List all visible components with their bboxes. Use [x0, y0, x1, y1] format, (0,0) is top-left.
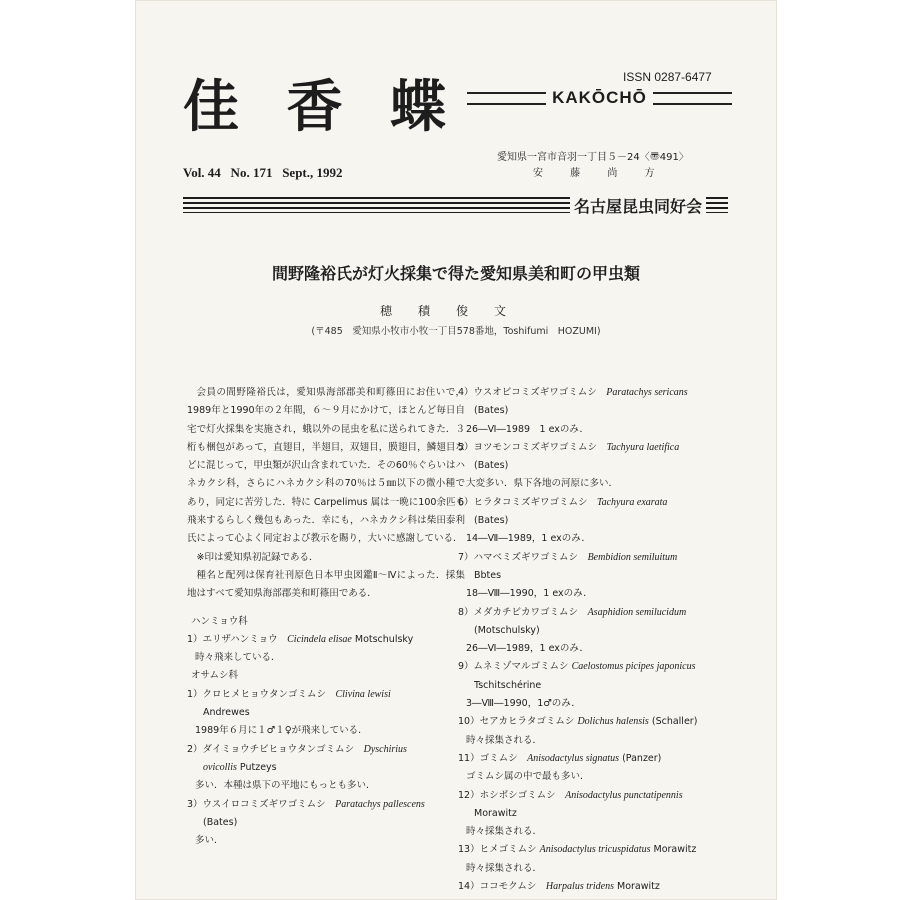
species-note: 多い．本種は県下の平地にもっとも多い． [195, 780, 376, 792]
species-note: 14―Ⅶ―1989，1 exのみ． [466, 533, 591, 545]
species-entry: 4）ウスオビコミズギワゴミムシ Paratachys sericans [458, 387, 688, 398]
editor-address [497, 150, 689, 182]
journal-page [135, 0, 777, 900]
stripe-rule-right [706, 197, 728, 213]
species-entry: 5）ヨツモンコミズギワゴミムシ Tachyura laetifica [458, 441, 680, 453]
species-note: ゴミムシ属の中で最も多い． [466, 771, 590, 783]
volume-line: Vol. 44 No. 171 Sept., 1992 [183, 165, 343, 180]
species-author: Bbtes [474, 569, 502, 581]
species-entry: 3）ウスイロコミズギワゴミムシ Paratachys pallescens [187, 798, 425, 810]
stripe-rule-left [183, 197, 570, 213]
intro-paragraph: ※印は愛知県初記録である． [196, 551, 319, 563]
species-entry: 8）メダカチビカワゴミムシ Asaphidion semilucidum [458, 606, 687, 618]
species-entry: 14）ココモクムシ Harpalus tridens Morawitz [458, 881, 660, 893]
species-note: 1989年６月に１♂１♀が飛来している． [195, 725, 368, 737]
species-entry: 7）ハマベミズギワゴミムシ Bembidion semiluitum [458, 551, 678, 563]
species-note: 時々採集される． [466, 826, 543, 838]
species-entry: 10）セアカヒラタゴミムシ Dolichus halensis (Schaller) [458, 716, 698, 728]
family-heading: ハンミョウ科 [191, 615, 248, 627]
left-column [187, 384, 465, 850]
species-note: 大変多い．県下各地の河原に多い． [466, 478, 619, 490]
species-entry: 9）ムネミゾマルゴミムシ Caelostomus picipes japonicus [458, 661, 696, 673]
species-entry: 6）ヒラタコミズギワゴミムシ Tachyura exarata [458, 496, 668, 508]
species-author: ovicollis Putzeys [203, 761, 277, 773]
rule-right [653, 92, 732, 105]
species-note: 3―Ⅷ―1990，1♂のみ． [466, 698, 581, 710]
species-entry: 11）ゴミムシ Anisodactylus signatus (Panzer) [458, 752, 662, 764]
species-author: (Bates) [474, 460, 509, 472]
species-author: (Bates) [203, 816, 238, 828]
species-entry: 12）ホシボシゴミムシ Anisodactylus punctatipennis [458, 789, 683, 801]
article-author: 穂積俊文 [379, 304, 532, 318]
society-name: 名古屋昆虫同好会 [570, 194, 706, 217]
species-entry: 2）ダイミョウチビヒョウタンゴミムシ Dyschirius [187, 743, 407, 755]
species-author: Andrewes [203, 707, 250, 719]
species-entry: 13）ヒメゴミムシ Anisodactylus tricuspidatus Morawitz [458, 844, 697, 856]
species-author: Tschitschérine [474, 679, 542, 691]
author-address: (〒485 愛知県小牧市小牧一丁目578番地，Toshifumi HOZUMI) [311, 326, 601, 337]
intro-text [187, 384, 465, 604]
article-title: 間野隆裕氏が灯火採集で得た愛知県美和町の甲虫類 [271, 264, 640, 283]
society-band [183, 193, 728, 217]
species-note: 多い． [195, 835, 224, 847]
species-author: Morawitz [474, 807, 517, 819]
species-note: 時々採集される． [466, 862, 543, 874]
species-note: 18―Ⅷ―1990，1 exのみ． [466, 588, 593, 600]
family-heading: オサムシ科 [191, 670, 239, 682]
species-entry: 1）エリザハンミョウ Cicindela elisae Motschulsky [187, 633, 414, 645]
kakocho-word: KAKŌCHŌ [552, 88, 647, 107]
species-entry: 1）クロヒメヒョウタンゴミムシ Clivina lewisi [187, 688, 391, 700]
species-author: (Bates) [474, 515, 509, 527]
species-note: 時々飛来している． [195, 652, 281, 664]
journal-title: 佳 香 蝶 [183, 75, 460, 140]
issn-number: ISSN 0287-6477 [623, 70, 712, 84]
intro-paragraph: 種名と配列は保育社刊原色日本甲虫図鑑Ⅱ～Ⅳによった．採集地はすべて愛知県海部郡美和町篠田である． [187, 569, 465, 600]
rule-left [467, 92, 546, 105]
editor-name: 安 藤 尚 方 [533, 168, 667, 179]
species-note: 時々採集される． [466, 734, 543, 746]
address-line: 愛知県一宮市音羽一丁目５－24〈〠491〉 [497, 152, 689, 163]
species-note: 26―Ⅵ―1989 1 exのみ． [466, 423, 589, 435]
species-note: 26―Ⅵ―1989，1 exのみ． [466, 643, 589, 655]
intro-paragraph: 会員の間野隆裕氏は，愛知県海部郡美和町篠田にお住いで，1989年と1990年の２年間，６～９月にかけて，ほとんど毎日自宅で灯火採集を実施され，蛾以外の昆虫を私に送られてきた．３桁も梱包があって，直翅目，半翅目，双翅目，膜翅目，鱗翅目などに混じって，甲虫類が沢山含まれていた．その60％ぐらいはハネカクシ科，さらにハネカクシ科の70％は５㎜以下の微小種であり，同定に苦労した．特に Carpelimus 属は一晩に100余匹も飛来するらしく幾包もあった．幸にも，ハネカクシ科は柴田泰利氏によって心よく同定および教示を賜り，大いに感謝している． [187, 387, 465, 545]
right-column [458, 384, 748, 896]
species-author: (Bates) [474, 405, 509, 417]
kakocho-banner [467, 88, 732, 108]
species-author: (Motschulsky) [474, 624, 540, 636]
